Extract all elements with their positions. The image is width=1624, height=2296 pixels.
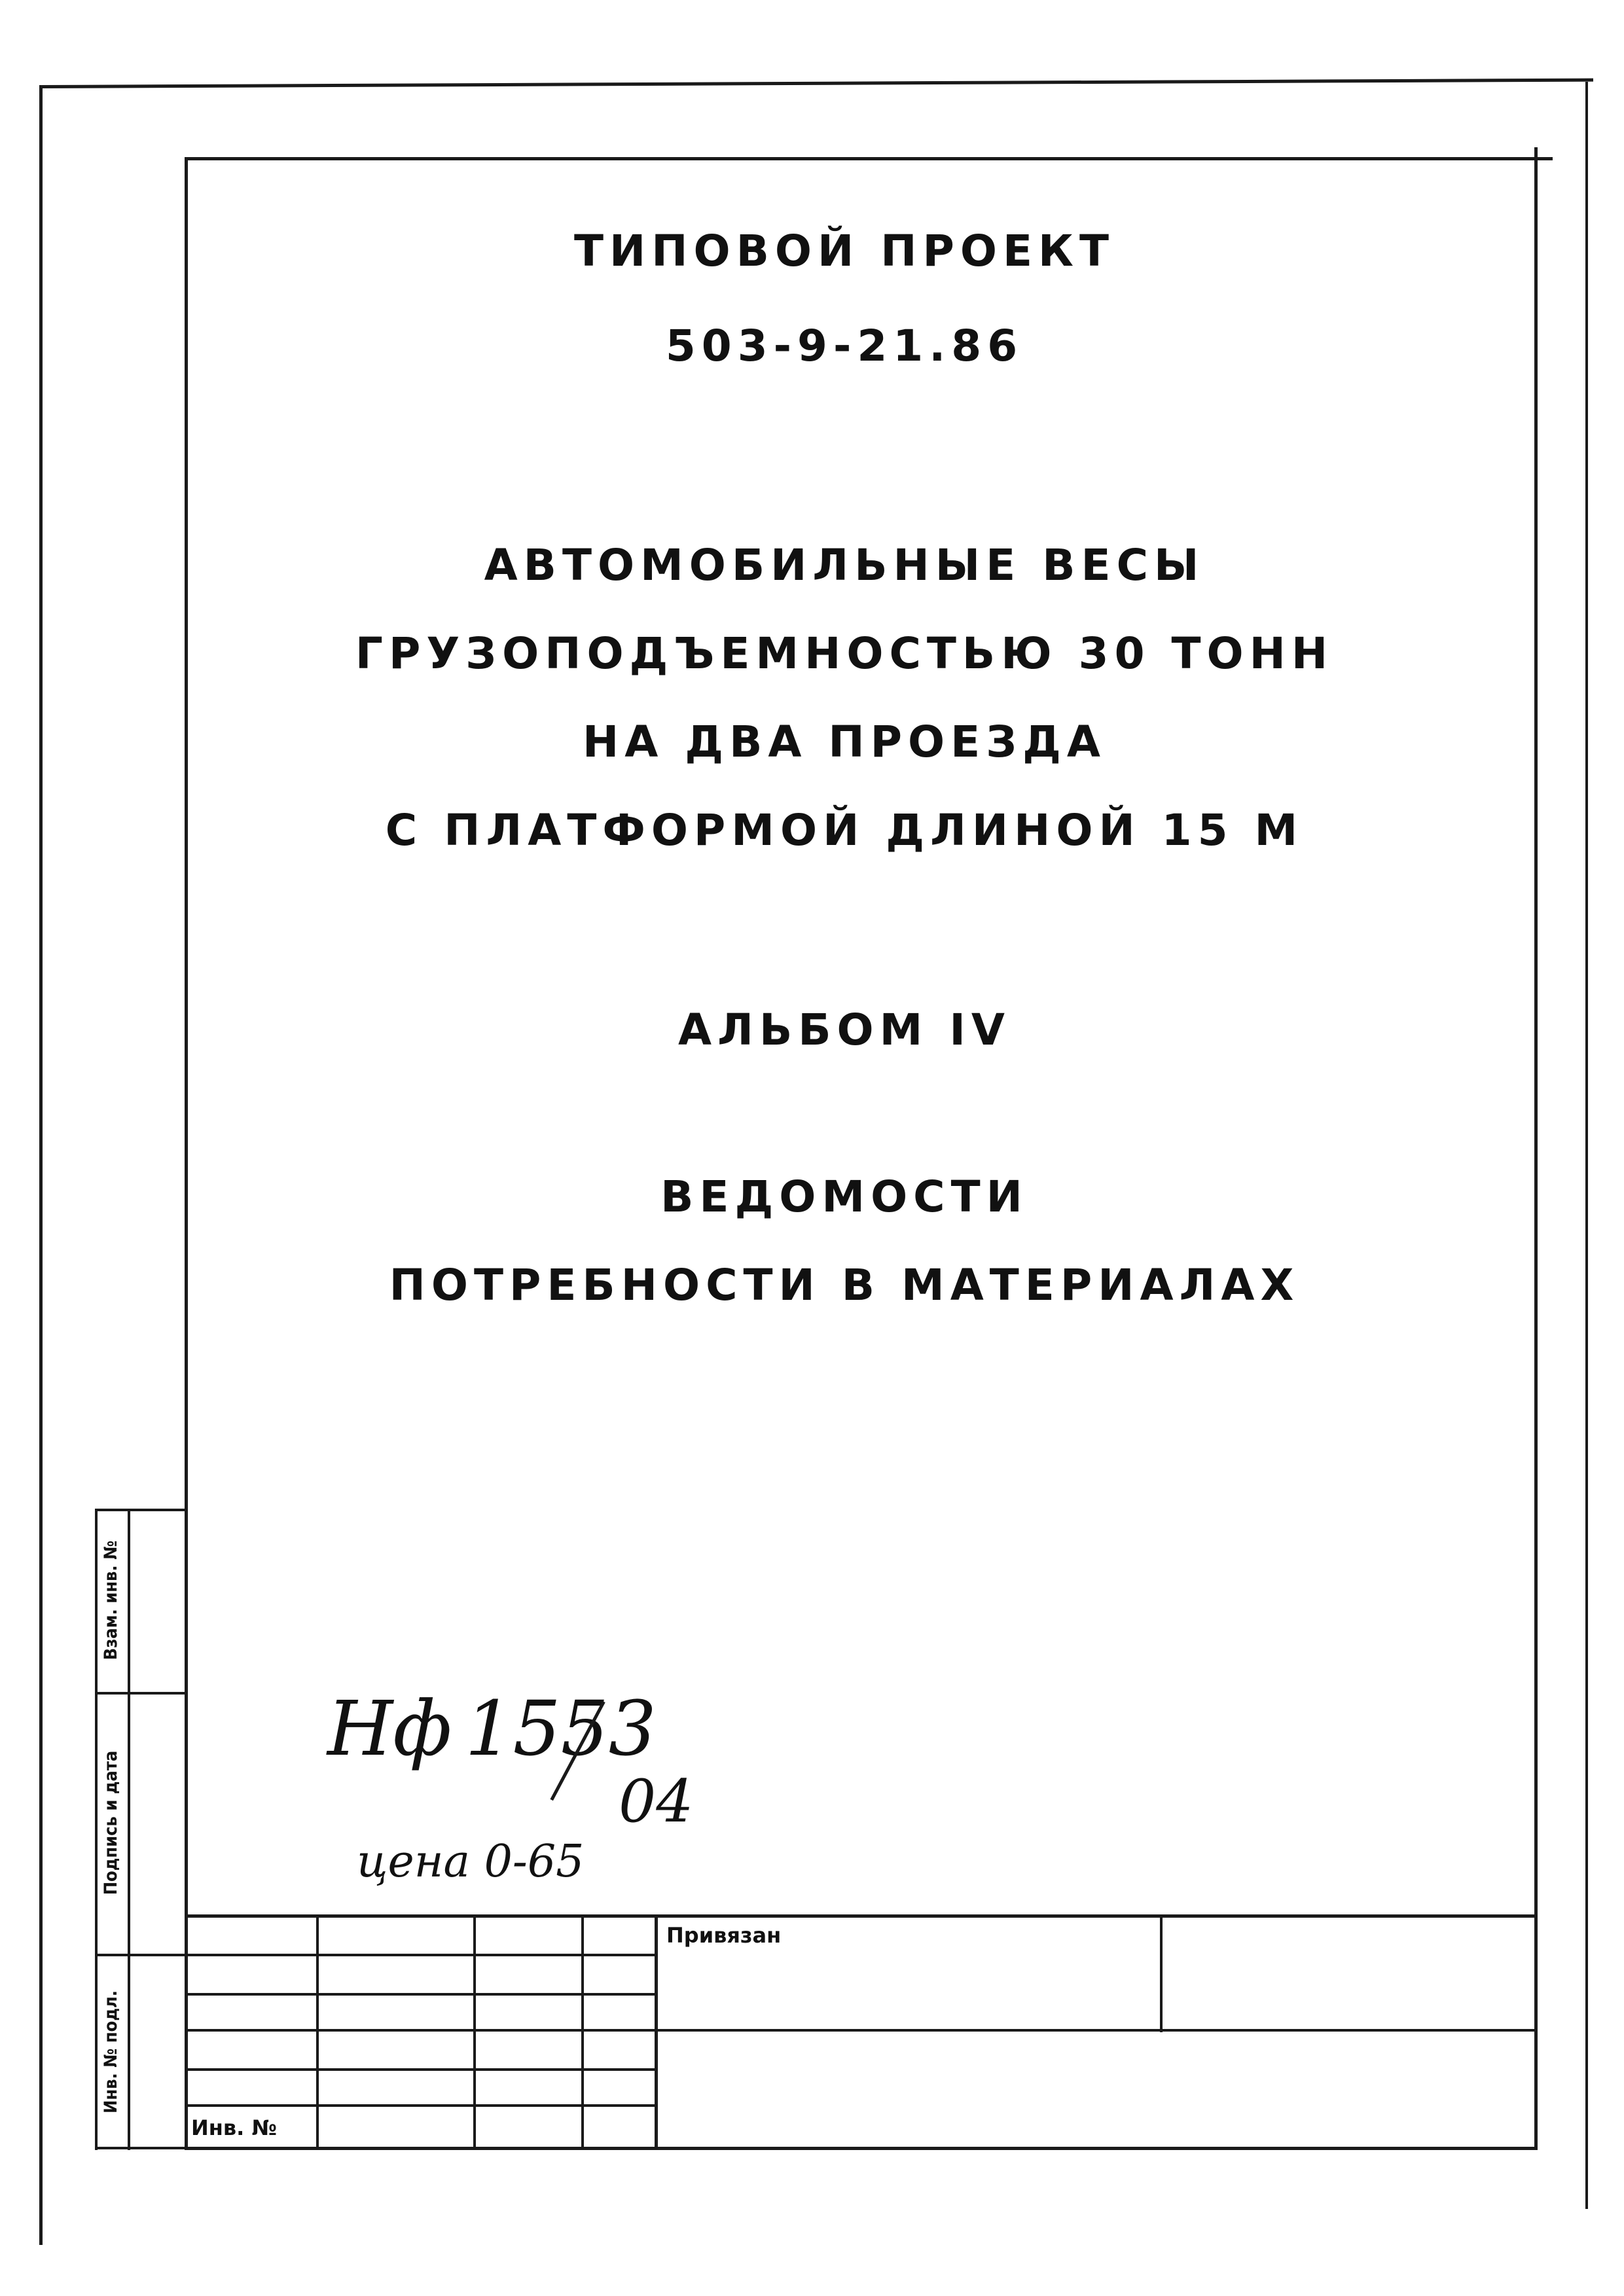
title-line-4: С ПЛАТФОРМОЙ ДЛИНОЙ 15 М <box>385 805 1304 855</box>
frame-left <box>185 157 188 2150</box>
stamp-row-line-1 <box>185 1954 657 1956</box>
frame-top <box>185 157 1553 160</box>
title-line-1: АВТОМОБИЛЬНЫЕ ВЕСЫ <box>484 540 1205 590</box>
album-number: АЛЬБОМ IV <box>678 1005 1011 1055</box>
project-type: ТИПОВОЙ ПРОЕКТ <box>574 226 1115 276</box>
frame-right <box>1534 147 1538 2150</box>
stamp-col-line-4 <box>655 1914 658 2150</box>
outer-border-top <box>41 79 1593 88</box>
project-number: 503-9-21.86 <box>665 321 1024 371</box>
handwritten-code-suffix: 04 <box>619 1767 694 1836</box>
stamp-row-line-3 <box>185 2029 1538 2032</box>
vzam-inv-label: Взам. инв. № <box>101 1540 121 1660</box>
frame-bottom <box>185 2147 1538 2150</box>
stamp-row-line-2 <box>185 1993 657 1996</box>
handwritten-code-number: 1553 <box>465 1685 657 1773</box>
stamp-col-line-1 <box>316 1914 319 2150</box>
handwritten-code <box>327 1685 657 1773</box>
subtitle-line-1: ВЕДОМОСТИ <box>660 1172 1028 1222</box>
signature-date-label: Подпись и дата <box>101 1750 121 1895</box>
stamp-col-line-5 <box>1160 1914 1163 2032</box>
handwritten-code-prefix: Нф <box>327 1685 452 1773</box>
handwritten-price: цена 0-65 <box>357 1836 585 1888</box>
stamp-col-line-3 <box>581 1914 584 2150</box>
stamp-row-line-5 <box>185 2104 657 2107</box>
title-line-3: НА ДВА ПРОЕЗДА <box>583 717 1106 767</box>
stamp-top-line <box>185 1914 1538 1918</box>
stamp-col-line-2 <box>473 1914 476 2150</box>
title-line-2: ГРУЗОПОДЪЕМНОСТЬЮ 30 ТОНН <box>355 628 1334 679</box>
inv-no-label: Инв. № <box>191 2115 277 2140</box>
side-strip-bottom-line <box>95 2147 187 2149</box>
side-strip-left-line <box>95 1509 98 2150</box>
outer-border-left <box>39 85 43 2245</box>
privyazan-label: Привязан <box>666 1923 782 1948</box>
inv-podl-label: Инв. № подл. <box>101 1990 121 2113</box>
subtitle-line-2: ПОТРЕБНОСТИ В МАТЕРИАЛАХ <box>389 1260 1300 1310</box>
outer-border-right <box>1585 82 1588 2209</box>
side-strip-divider-2 <box>95 1954 187 1956</box>
side-strip-mid-line <box>128 1509 130 2150</box>
stamp-row-line-4 <box>185 2068 657 2071</box>
